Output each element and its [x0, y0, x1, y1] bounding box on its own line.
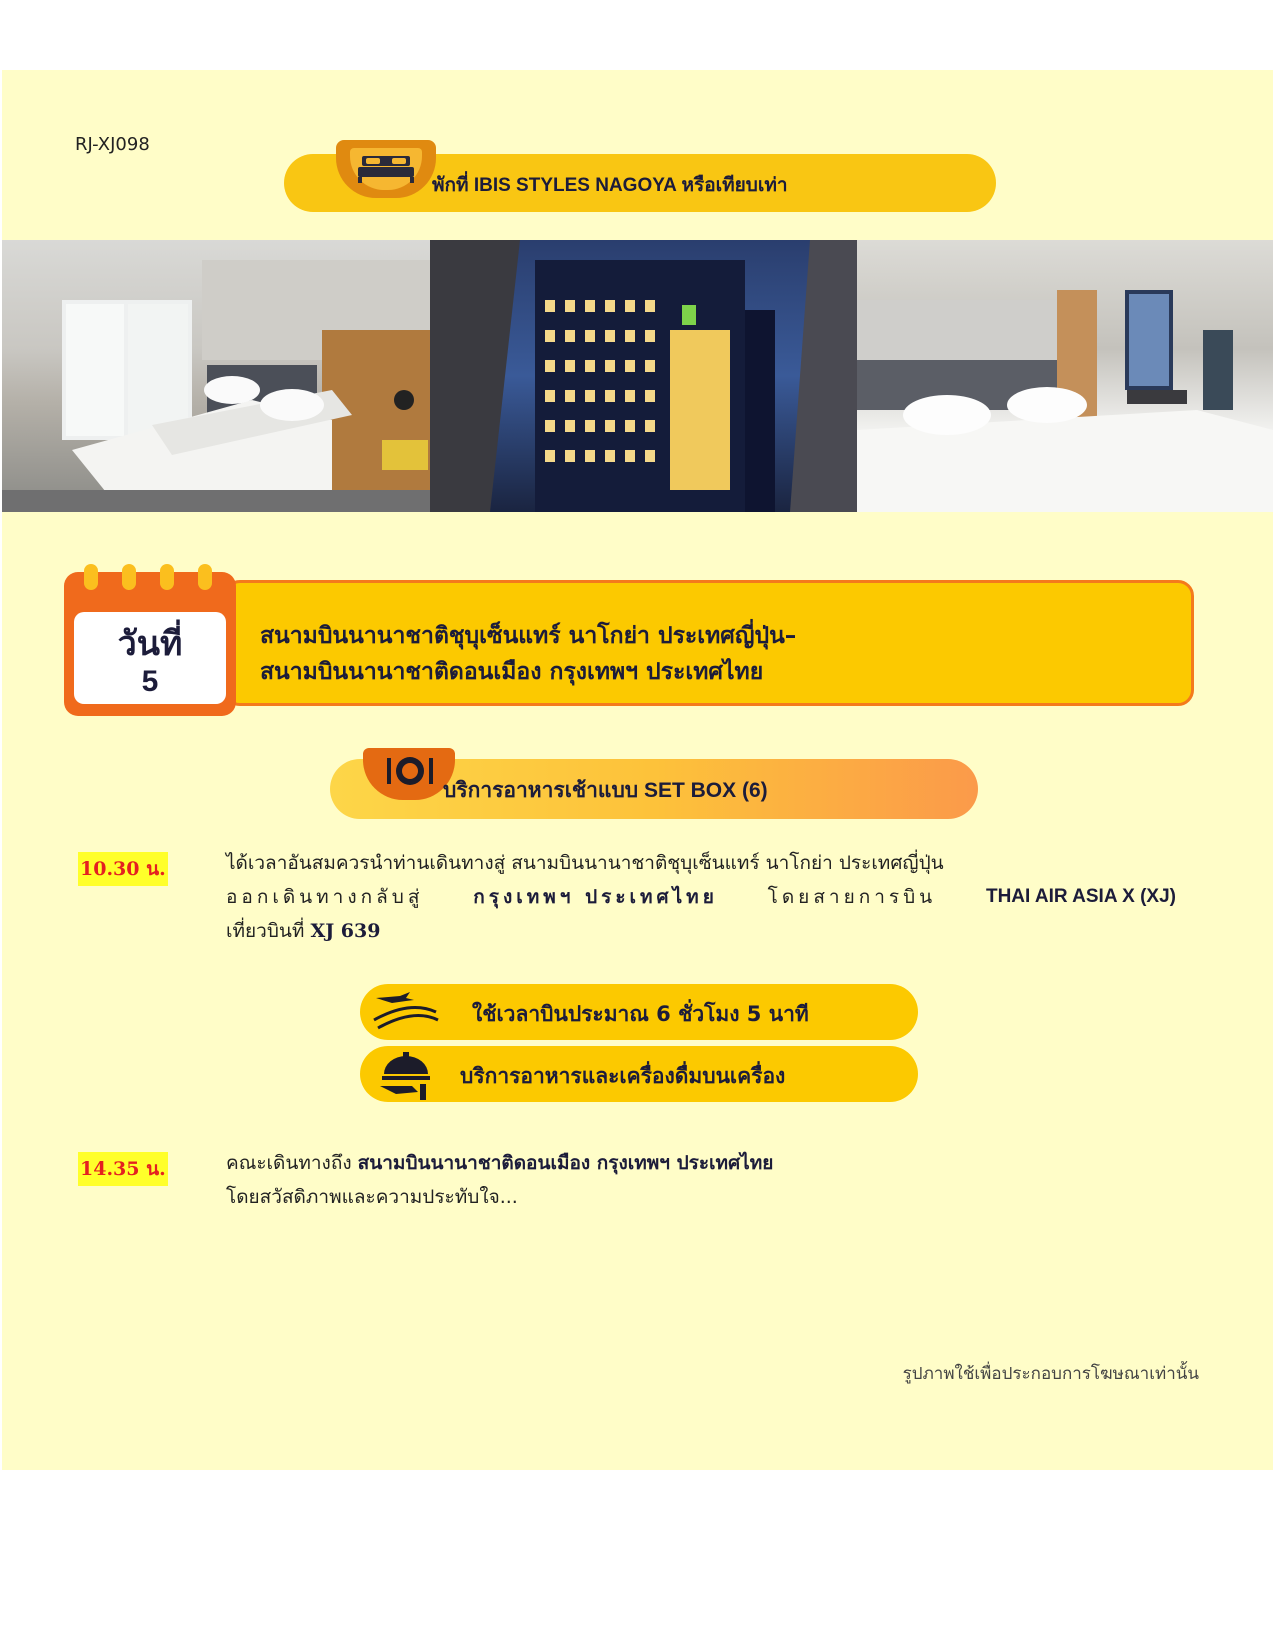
hotel-photos: [2, 240, 1273, 512]
destination-text: สนามบินนานาชาติดอนเมือง กรุงเทพฯ ประเทศไทย: [357, 1152, 774, 1174]
timeline-description: [226, 1146, 1201, 1214]
calendar-ring-icon: [160, 564, 174, 590]
timeline-line: [226, 1146, 1201, 1180]
day-calendar-card: [64, 572, 236, 716]
timeline-text: คณะเดินทางถึง: [226, 1152, 352, 1174]
timeline-line: [226, 880, 1176, 914]
dining-plate-icon: [363, 748, 455, 800]
day-title-line-2: สนามบินนานาชาติดอนเมือง กรุงเทพฯ ประเทศไทย: [260, 659, 764, 685]
time-badge: 10.30 น.: [78, 852, 168, 886]
airplane-icon: [370, 990, 440, 1034]
inflight-meal-text: บริการอาหารและเครื่องดื่มบนเครื่อง: [460, 1064, 786, 1088]
time-badge: 14.35 น.: [78, 1152, 168, 1186]
document-code: RJ-XJ098: [75, 134, 150, 155]
photo-double-room: [857, 240, 1273, 512]
calendar-ring-icon: [84, 564, 98, 590]
bed-icon: [350, 148, 422, 190]
destination-text: กรุงเทพฯ ประเทศไทย: [473, 886, 718, 908]
day-label: วันที่: [117, 625, 183, 663]
timeline-text: โดยสายการบิน: [767, 886, 937, 908]
day-title: [260, 618, 796, 690]
calendar-ring-icon: [198, 564, 212, 590]
airline-text: THAI AIR ASIA X (XJ): [985, 886, 1176, 907]
breakfast-icon-tab: [363, 748, 455, 800]
timeline-line: ได้เวลาอันสมควรนำท่านเดินทางสู่ สนามบินนานาชาติชุบุเซ็นแทร์ นาโกย่า ประเทศญี่ปุ่น: [226, 852, 944, 874]
timeline-line: โดยสวัสดิภาพและความประทับใจ...: [226, 1186, 518, 1208]
timeline-text: เที่ยวบินที่: [226, 920, 305, 942]
timeline-text: ออกเดินทางกลับสู่: [226, 886, 424, 908]
hotel-icon-tab: [336, 140, 436, 198]
photo-hotel-exterior: [430, 240, 857, 512]
flight-duration-text: ใช้เวลาบินประมาณ 6 ชั่วโมง 5 นาที: [472, 1002, 809, 1026]
day-title-line-1: สนามบินนานาชาติชุบุเซ็นแทร์ นาโกย่า ประเทศญี่ปุ่น–: [260, 623, 797, 649]
calendar-ring-icon: [122, 564, 136, 590]
timeline-description: [226, 846, 1201, 948]
hotel-label: พักที่ IBIS STYLES NAGOYA หรือเทียบเท่า: [432, 175, 788, 196]
footnote: รูปภาพใช้เพื่อประกอบการโฆษณาเท่านั้น: [902, 1364, 1199, 1384]
meal-service-icon: [378, 1050, 434, 1102]
flight-number: XJ 639: [310, 920, 381, 942]
photo-twin-room: [2, 240, 430, 512]
day-number: 5: [141, 665, 159, 698]
timeline-line: [226, 914, 1201, 948]
breakfast-label: บริการอาหารเช้าแบบ SET BOX (6): [443, 779, 768, 802]
